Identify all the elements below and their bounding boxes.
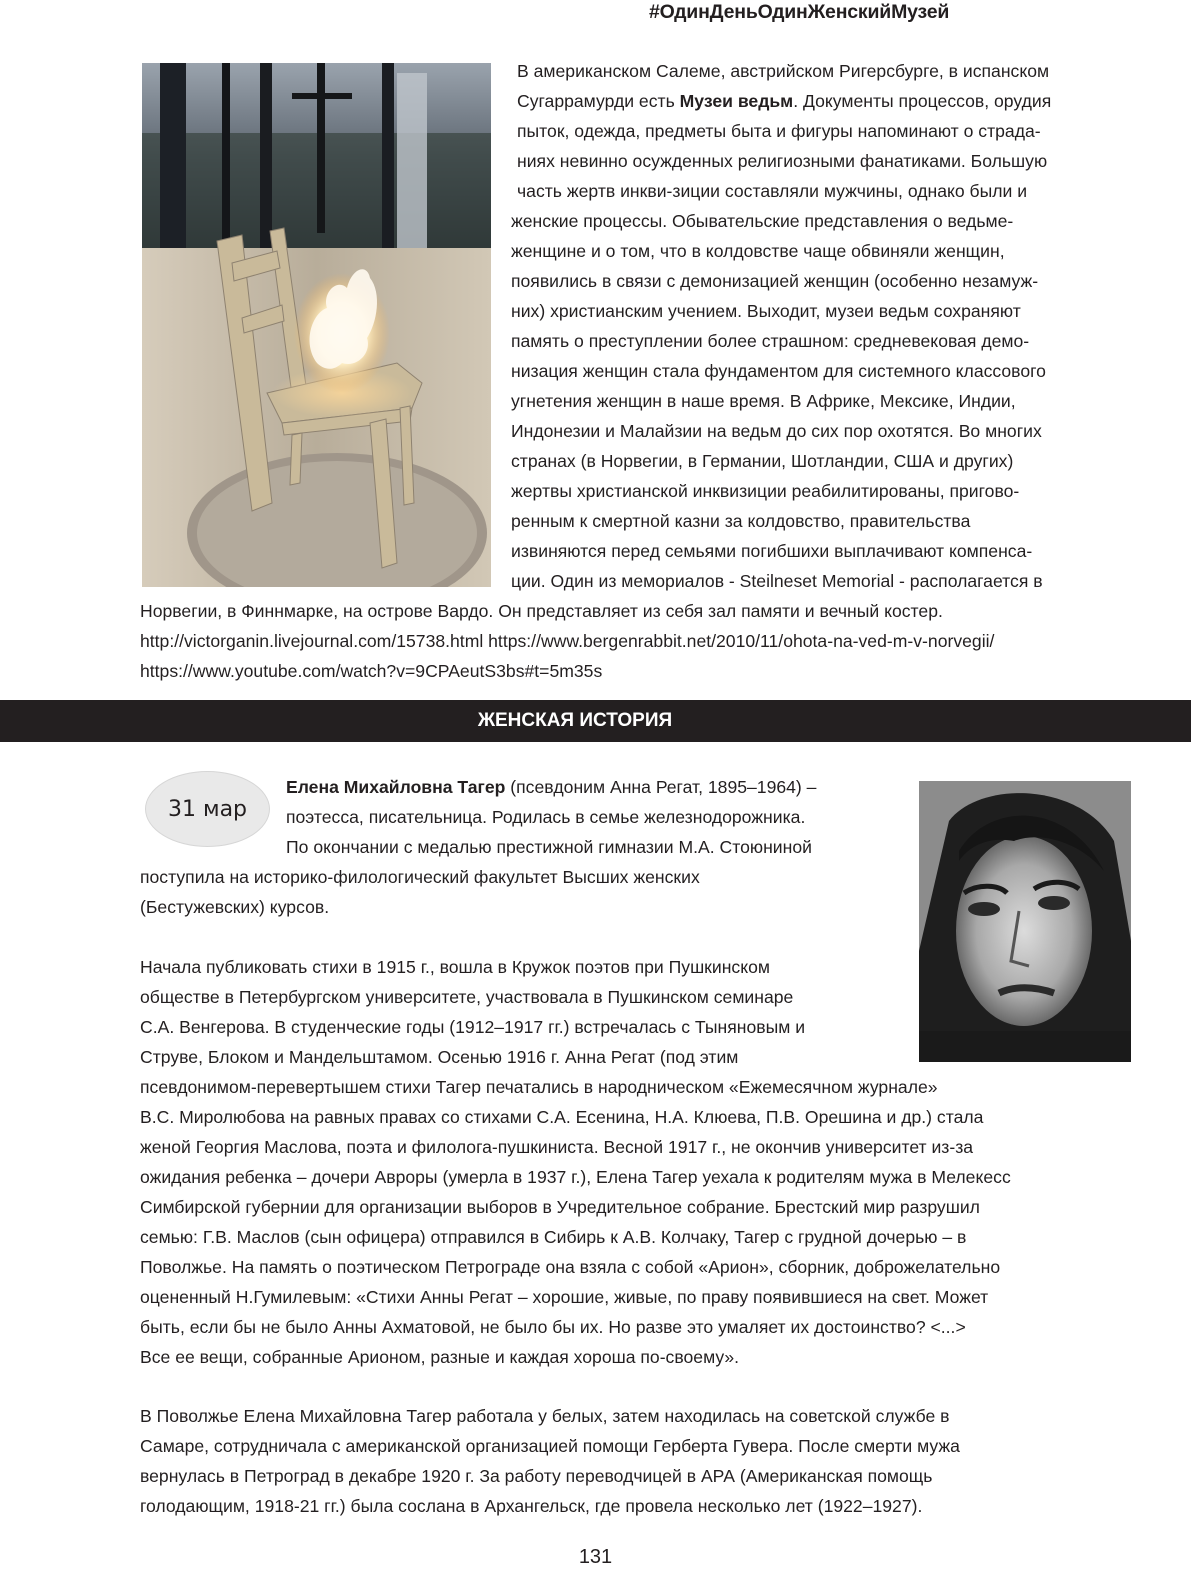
entry-intro-line: Елена Михайловна Тагер (псевдоним Анна Регат, 1895–1964) – — [286, 777, 817, 797]
witch-text-line: ренным к смертной казни за колдовство, правительства — [511, 511, 971, 531]
entry-text-line: вернулась в Петроград в декабре 1920 г. За работу переводчицей в АРА (Американская помощь — [140, 1466, 933, 1486]
hashtag-header: #ОдинДеньОдинЖенскийМузей — [649, 1, 950, 23]
entry-text-line: поэтесса, писательница. Родилась в семье железнодорожника. — [286, 807, 806, 827]
witch-text-line: Норвегии, в Финнмарке, на острове Вардо. Он представляет из себя зал памяти и вечный костер. — [140, 601, 943, 621]
entry-text-line: Начала публиковать стихи в 1915 г., вошла в Кружок поэтов при Пушкинском — [140, 957, 770, 977]
witch-text-line: Индонезии и Малайзии на ведьм до сих пор охотятся. Во многих — [511, 421, 1042, 441]
witch-text-line: память о преступлении более страшном: средневековая демо- — [511, 331, 1030, 351]
witch-text-line: ции. Один из мемориалов - Steilneset Memorial - располагается в — [511, 571, 1043, 591]
entry-text-line: женой Георгия Маслова, поэта и филолога-пушкиниста. Весной 1917 г., не окончив университет из-за — [140, 1137, 974, 1157]
witch-text-line: появились в связи с демонизацией женщин (особенно незамуж- — [511, 271, 1039, 291]
entry-text-line: В Поволжье Елена Михайловна Тагер работала у белых, затем находилась на советской службе в — [140, 1406, 950, 1426]
witch-text-line: угнетения женщин в наше время. В Африке, Мексике, Индии, — [511, 391, 1016, 411]
entry-text-line: Поволжье. На память о поэтическом Петрограде она взяла с собой «Арион», сборник, доброжелательно — [140, 1257, 1001, 1277]
witch-text-line: В американском Салеме, австрийском Ригерсбурге, в испанском — [517, 61, 1050, 81]
entry-text-line: поступила на историко-филологический факультет Высших женских — [140, 867, 700, 887]
witch-text-line: женщине и о том, что в колдовстве чаще обвиняли женщин, — [511, 241, 1005, 261]
page-number: 131 — [578, 1546, 613, 1568]
entry-text-line: голодающим, 1918-21 гг.) была сослана в Архангельск, где провела несколько лет (1922–1927). — [140, 1496, 923, 1516]
witch-museums-bold: Музеи ведьм — [679, 91, 794, 111]
entry-text-line: псевдонимом-перевертышем стихи Тагер печатались в народническом «Ежемесячном журнале» — [140, 1077, 938, 1097]
entry-text-line: В.С. Миролюбова на равных правах со стихами С.А. Есенина, Н.А. Клюева, П.В. Орешина и др.) стала — [140, 1107, 984, 1127]
witch-text-line: странах (в Норвегии, в Германии, Шотландии, США и других) — [511, 451, 1014, 471]
source-links[interactable]: http://victorganin.livejournal.com/15738.html https://www.bergenrabbit.net/2010/11/ohota-na-ved-m-v-norvegii/ — [140, 631, 995, 651]
memorial-photo — [142, 63, 491, 587]
witch-text-line: Сугаррамурди есть Музеи ведьм. Документы процессов, орудия — [517, 91, 1052, 111]
witch-text-line: пыток, одежда, предметы быта и фигуры напоминают о страда- — [517, 121, 1041, 141]
entry-text-line: Все ее вещи, собранные Арионом, разные и каждая хороша по-своему». — [140, 1347, 740, 1367]
entry-text-line: оцененный Н.Гумилевым: «Стихи Анны Регат – хорошие, живые, по праву появившиеся на свет. Может — [140, 1287, 989, 1307]
section-header-bar — [0, 700, 1191, 742]
person-name: Елена Михайловна Тагер — [286, 777, 506, 797]
witch-text-line: низация женщин стала фундаментом для системного классового — [511, 361, 1046, 381]
entry-text-line: ожидания ребенка – дочери Авроры (умерла в 1937 г.), Елена Тагер уехала к родителям мужа в Мелекесс — [140, 1167, 1011, 1187]
witch-text-line: жертвы христианской инквизиции реабилитированы, пригово- — [511, 481, 1020, 501]
burning-chair-illustration — [142, 63, 491, 587]
witch-text-line: них) христианским учением. Выходит, музеи ведьм сохраняют — [511, 301, 1021, 321]
section-title: ЖЕНСКАЯ ИСТОРИЯ — [477, 710, 673, 731]
portrait-photo — [919, 781, 1131, 1062]
entry-text-line: Самаре, сотрудничала с американской организацией помощи Герберта Гувера. После смерти мужа — [140, 1436, 960, 1456]
entry-text-line: семью: Г.В. Маслов (сын офицера) отправился в Сибирь к А.В. Колчаку, Тагер с грудной дочерью – в — [140, 1227, 967, 1247]
source-link-youtube[interactable]: https://www.youtube.com/watch?v=9CPAeutS3bs#t=5m35s — [140, 661, 603, 681]
date-badge: 31 мар — [145, 771, 270, 847]
witch-text-line: извиняются перед семьями погибшихи выплачивают компенса- — [511, 541, 1033, 561]
portrait-illustration — [919, 781, 1131, 1062]
entry-text-line: обществе в Петербургском университете, участвовала в Пушкинском семинаре — [140, 987, 794, 1007]
entry-text-line: (Бестужевских) курсов. — [140, 897, 330, 917]
entry-text-line: Струве, Блоком и Мандельштамом. Осенью 1916 г. Анна Регат (под этим — [140, 1047, 739, 1067]
entry-text-line: Симбирской губернии для организации выборов в Учредительное собрание. Брестский мир разрушил — [140, 1197, 980, 1217]
witch-text-line: женские процессы. Обывательские представления о ведьме- — [511, 211, 1014, 231]
entry-text-line: быть, если бы не было Анны Ахматовой, не было бы их. Но разве это умаляет их достоинство? <...> — [140, 1317, 966, 1337]
witch-text-line: часть жертв инкви-зиции составляли мужчины, однако были и — [517, 181, 1028, 201]
entry-text-line: По окончании с медалью престижной гимназии М.А. Стоюниной — [286, 837, 812, 857]
entry-text-line: С.А. Венгерова. В студенческие годы (1912–1917 гг.) встречалась с Тыняновым и — [140, 1017, 806, 1037]
witch-text-line: ниях невинно осужденных религиозными фанатиками. Большую — [517, 151, 1048, 171]
